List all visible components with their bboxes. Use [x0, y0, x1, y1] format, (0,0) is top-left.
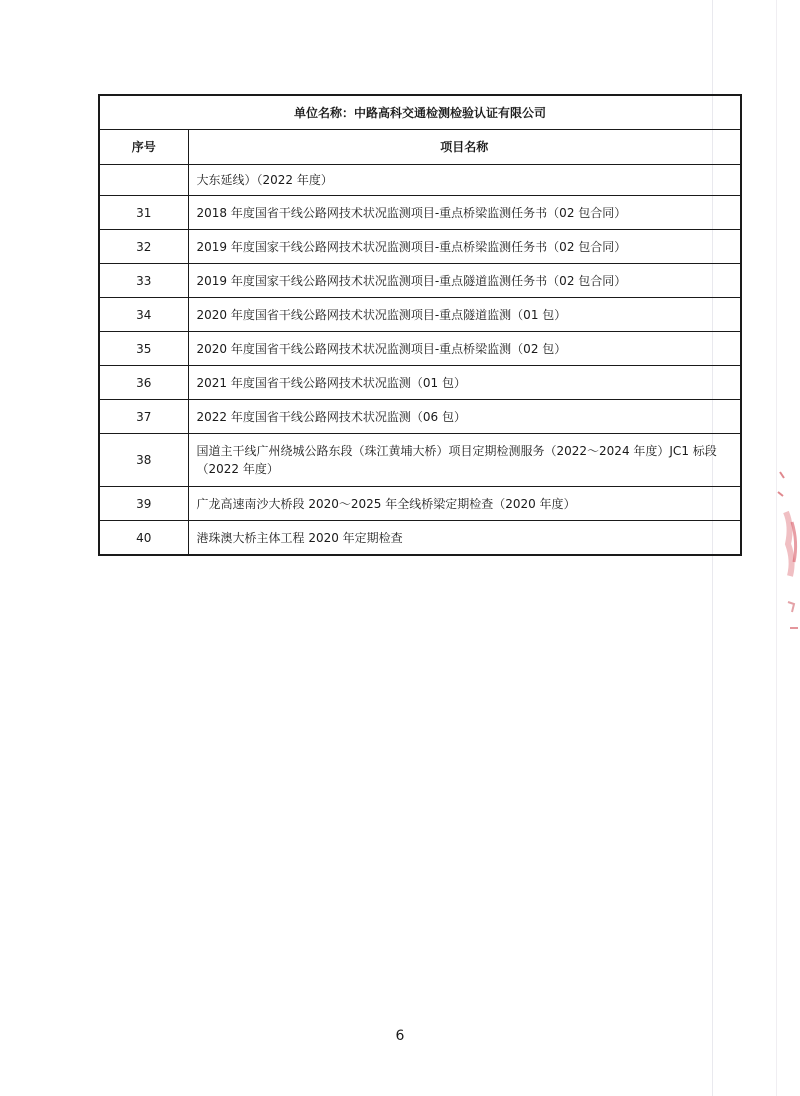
seq-cell: 34: [99, 298, 188, 332]
name-cell: 2019 年度国家干线公路网技术状况监测项目-重点桥梁监测任务书（02 包合同）: [188, 230, 741, 264]
table-row: [99, 264, 741, 298]
seq-cell: 35: [99, 332, 188, 366]
project-table: [98, 94, 742, 556]
seq-cell: 36: [99, 366, 188, 400]
table-row: [99, 400, 741, 434]
seq-cell: 33: [99, 264, 188, 298]
seq-cell: 31: [99, 196, 188, 230]
name-cell: 国道主干线广州绕城公路东段（珠江黄埔大桥）项目定期检测服务（2022～2024 年度）JC1 标段（2022 年度）: [188, 434, 741, 487]
table-row-continuation: [99, 165, 741, 196]
page-number: 6: [395, 1028, 405, 1044]
table-row: [99, 487, 741, 521]
name-cell: 2018 年度国省干线公路网技术状况监测项目-重点桥梁监测任务书（02 包合同）: [188, 196, 741, 230]
name-cell: 大东延线）（2022 年度）: [188, 165, 741, 196]
seal-stamp-trace: [770, 452, 800, 642]
name-cell: 2019 年度国家干线公路网技术状况监测项目-重点隧道监测任务书（02 包合同）: [188, 264, 741, 298]
unit-row: [99, 95, 741, 130]
unit-label: 单位名称：: [293, 105, 354, 120]
header-row: [99, 130, 741, 165]
name-cell: 2022 年度国省干线公路网技术状况监测（06 包）: [188, 400, 741, 434]
unit-cell: [99, 95, 741, 130]
table-row: [99, 230, 741, 264]
name-cell: 2020 年度国省干线公路网技术状况监测项目-重点桥梁监测（02 包）: [188, 332, 741, 366]
table-row: [99, 521, 741, 556]
name-cell: 2020 年度国省干线公路网技术状况监测项目-重点隧道监测（01 包）: [188, 298, 741, 332]
name-cell: 港珠澳大桥主体工程 2020 年定期检查: [188, 521, 741, 556]
table-row: [99, 366, 741, 400]
seq-cell: 37: [99, 400, 188, 434]
table-row: [99, 434, 741, 487]
seq-cell: 38: [99, 434, 188, 487]
seq-cell: [99, 165, 188, 196]
unit-name: 中路高科交通检测检验认证有限公司: [354, 105, 547, 120]
header-seq: 序号: [99, 130, 188, 165]
table-row: [99, 196, 741, 230]
seq-cell: 39: [99, 487, 188, 521]
name-cell: 广龙高速南沙大桥段 2020～2025 年全线桥梁定期检查（2020 年度）: [188, 487, 741, 521]
table-row: [99, 298, 741, 332]
table-row: [99, 332, 741, 366]
seq-cell: 40: [99, 521, 188, 556]
name-cell: 2021 年度国省干线公路网技术状况监测（01 包）: [188, 366, 741, 400]
header-name: 项目名称: [188, 130, 741, 165]
seq-cell: 32: [99, 230, 188, 264]
